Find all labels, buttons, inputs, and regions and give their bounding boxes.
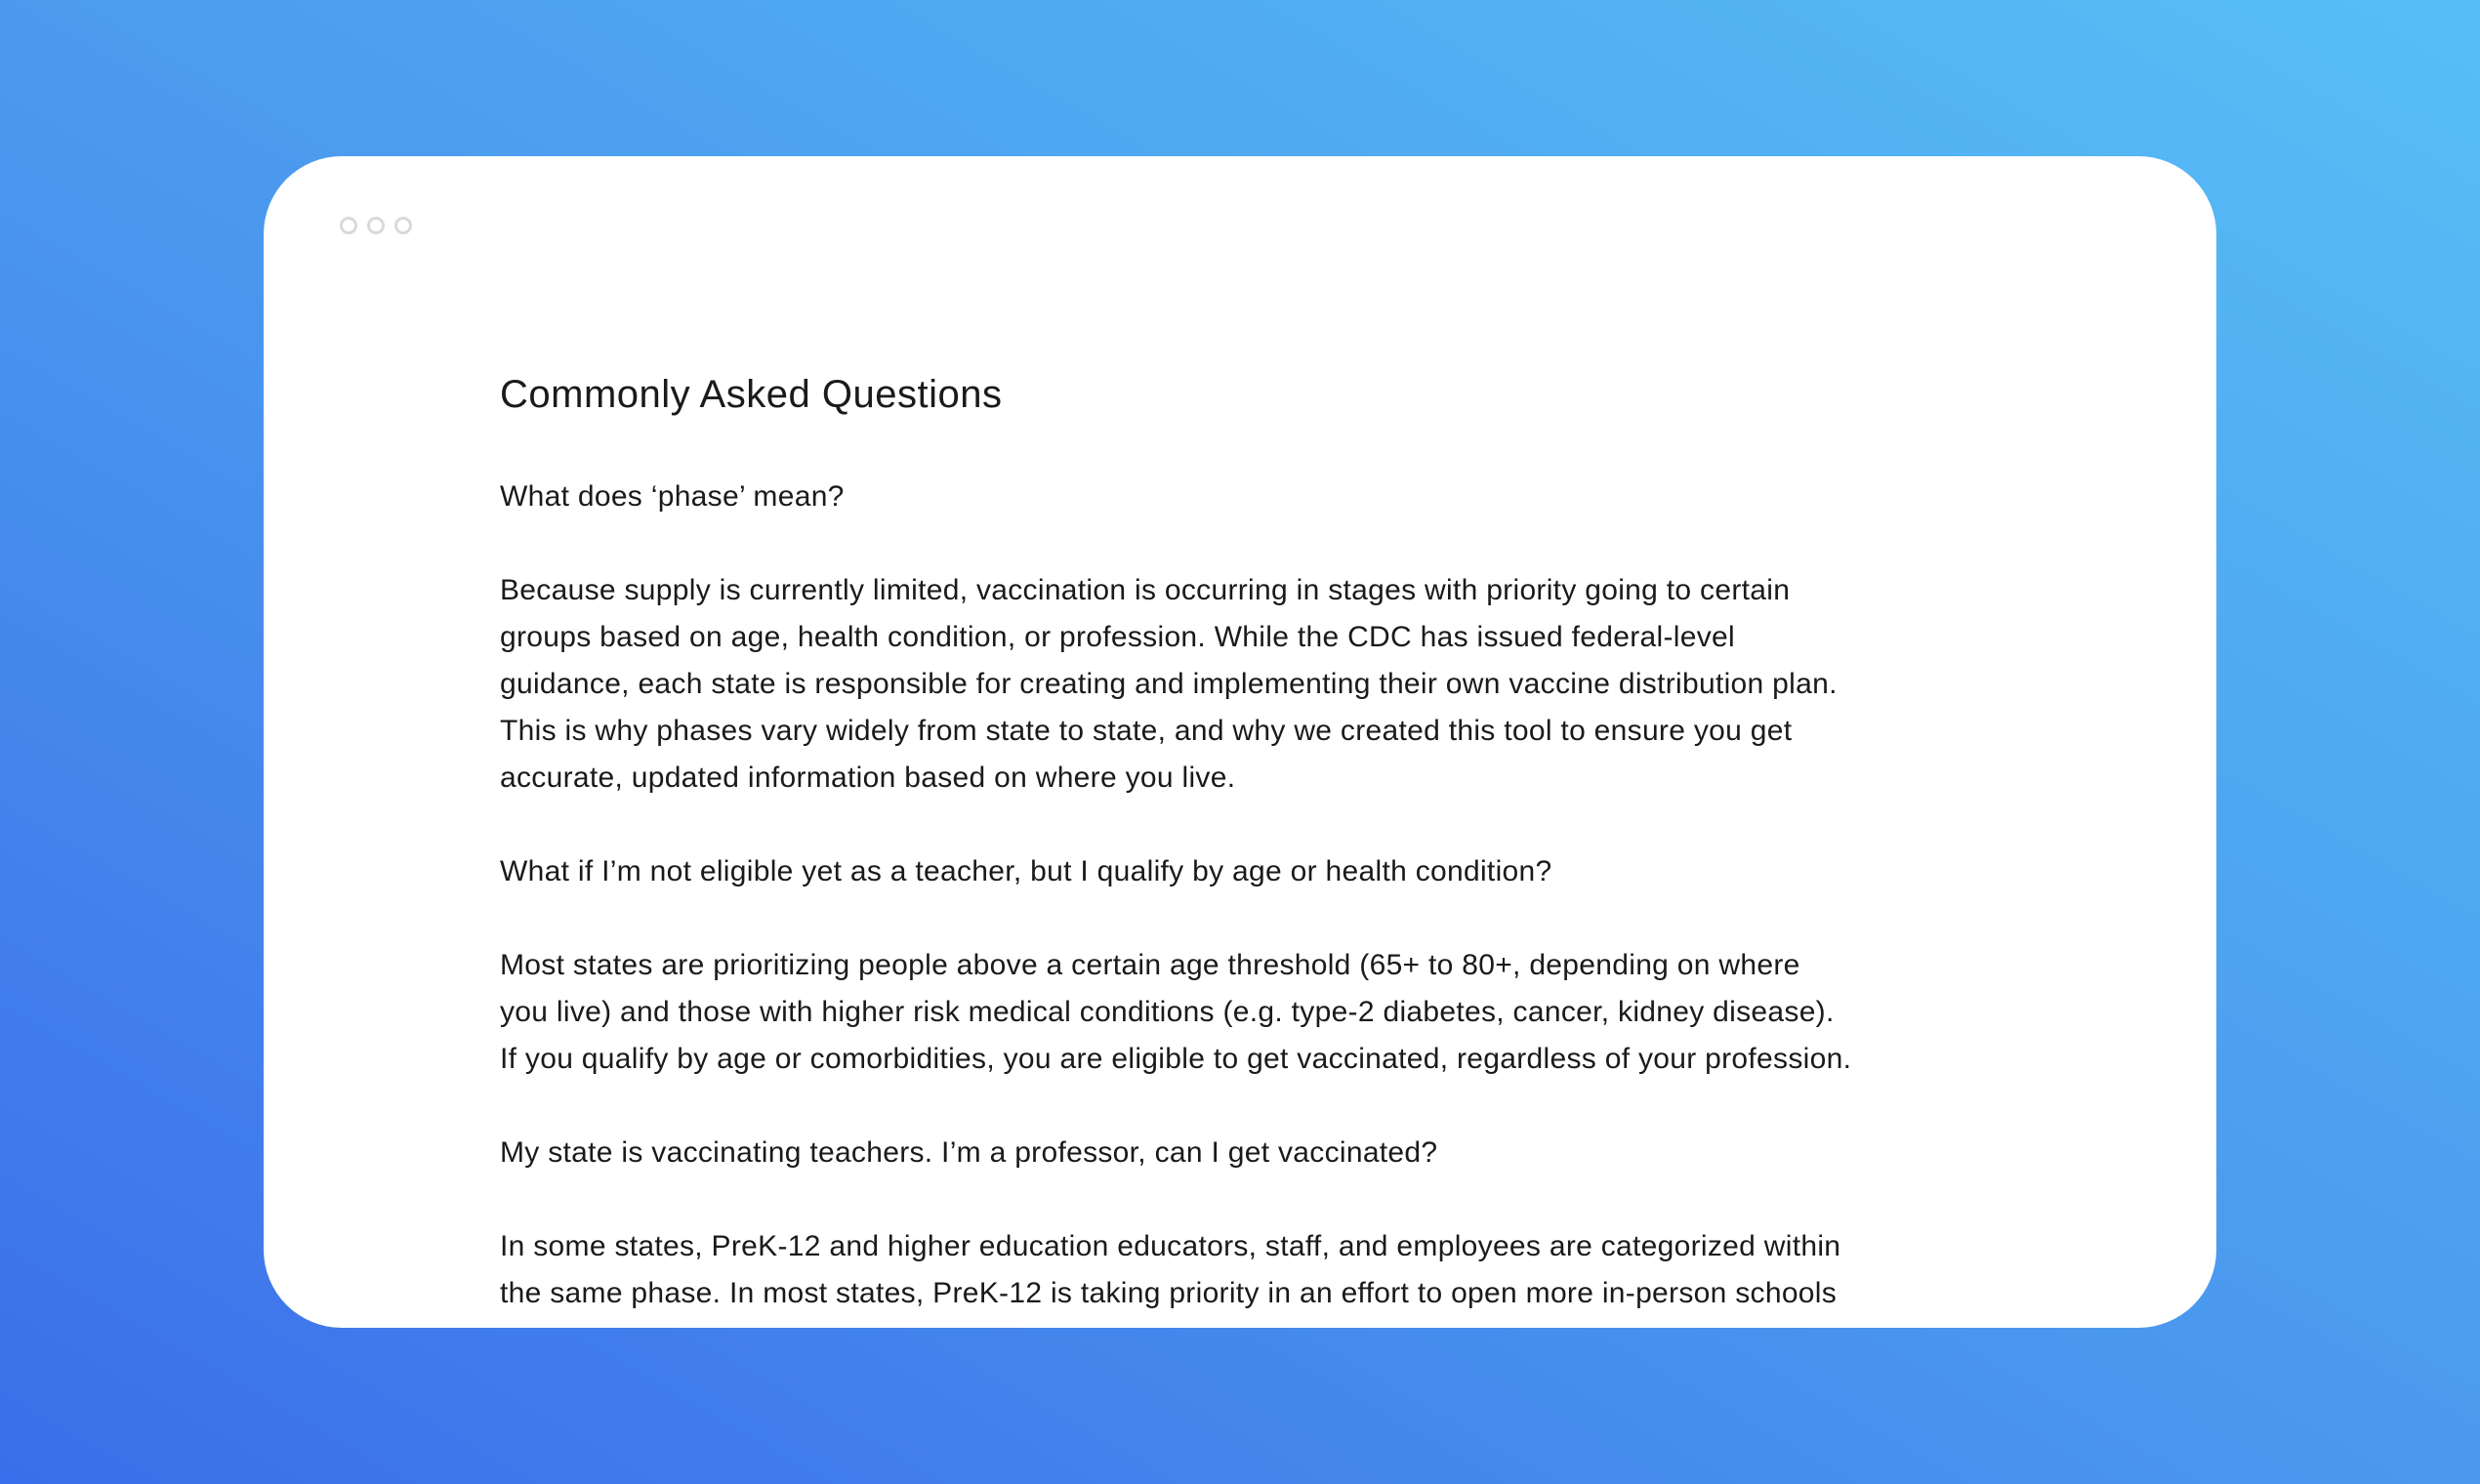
faq-answer [500,567,2023,802]
faq-answer [500,942,2023,1083]
answer-line: groups based on age, health condition, or profession. While the CDC has issued federal-level [500,621,1735,653]
window-controls [340,217,412,234]
window-dot-icon[interactable] [340,217,357,234]
answer-line: you live) and those with higher risk medical conditions (e.g. type-2 diabetes, cancer, kidney disease). [500,996,1835,1028]
answer-line: If you qualify by age or comorbidities, you are eligible to get vaccinated, regardless of your profession. [500,1043,1852,1075]
answer-line: Because supply is currently limited, vaccination is occurring in stages with priority going to certain [500,574,1791,606]
answer-line: This is why phases vary widely from state to state, and why we created this tool to ensure you get [500,715,1793,747]
faq-window [264,156,2216,1328]
answer-line: accurate, updated information based on where you live. [500,762,1236,794]
window-dot-icon[interactable] [367,217,385,234]
faq-question: What does ‘phase’ mean? [500,480,845,513]
faq-answer [500,1223,2023,1317]
answer-line: guidance, each state is responsible for creating and implementing their own vaccine distribution plan. [500,668,1838,700]
answer-line: Most states are prioritizing people above a certain age threshold (65+ to 80+, depending on where [500,949,1800,981]
faq-question: What if I’m not eligible yet as a teacher, but I qualify by age or health condition? [500,855,1552,887]
faq-question: My state is vaccinating teachers. I’m a professor, can I get vaccinated? [500,1136,1438,1169]
answer-line: In some states, PreK-12 and higher education educators, staff, and employees are categorized within [500,1230,1841,1262]
window-dot-icon[interactable] [394,217,412,234]
answer-line: the same phase. In most states, PreK-12 is taking priority in an effort to open more in-person schools [500,1277,1838,1309]
page-title: Commonly Asked Questions [500,373,1003,416]
faq-content [500,371,2023,1328]
